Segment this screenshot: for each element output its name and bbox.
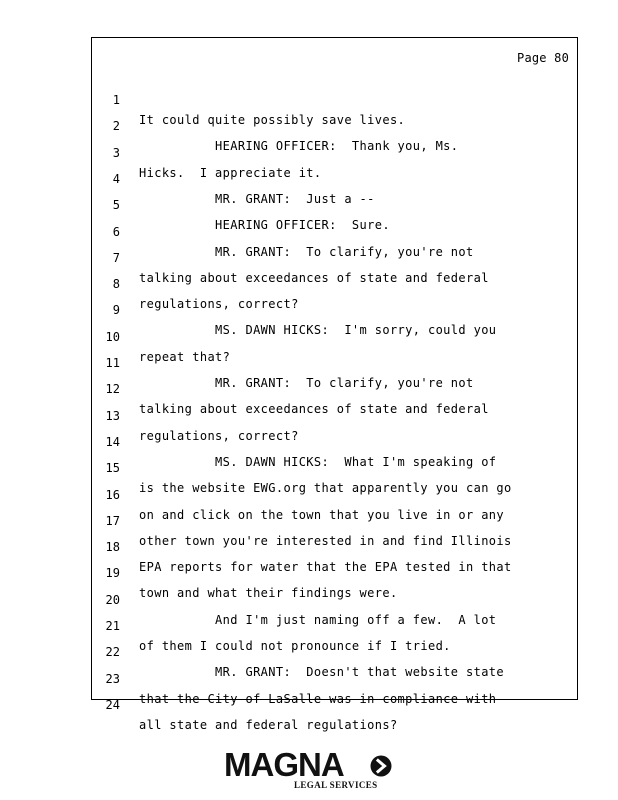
line-number: 5 (112, 198, 120, 213)
line-number: 19 (105, 566, 120, 581)
line-number: 9 (112, 303, 120, 318)
line-number: 20 (105, 592, 120, 607)
line-text: MS. DAWN HICKS: I'm sorry, could you (139, 323, 497, 338)
line-number: 8 (112, 277, 120, 292)
line-number: 14 (105, 434, 120, 449)
line-number: 10 (105, 329, 120, 344)
magna-logo (224, 747, 399, 792)
line-text: is the website EWG.org that apparently you can go (139, 481, 512, 496)
page-number: Page 80 (517, 51, 569, 65)
line-text: talking about exceedances of state and federal (139, 402, 489, 417)
line-text: on and click on the town that you live in or any (139, 507, 505, 522)
line-number: 18 (105, 540, 120, 555)
line-number: 3 (112, 145, 120, 160)
line-number: 17 (105, 513, 120, 528)
line-text: all state and federal regulations? (139, 717, 398, 732)
line-text: HEARING OFFICER: Thank you, Ms. (139, 139, 459, 154)
line-number: 22 (105, 645, 120, 660)
line-number: 4 (112, 171, 120, 186)
line-text: Hicks. I appreciate it. (139, 165, 322, 180)
line-text: It could quite possibly save lives. (139, 113, 406, 127)
logo-wordmark: MAGNA (224, 746, 344, 783)
line-number: 15 (105, 461, 120, 476)
line-number: 12 (105, 382, 120, 397)
chevron-right-circle-icon (370, 755, 392, 777)
line-text: other town you're interested in and find Illinois (139, 533, 512, 548)
line-text: regulations, correct? (139, 428, 299, 443)
line-number: 23 (105, 671, 120, 686)
line-text: that the City of LaSalle was in compliance with (139, 691, 497, 706)
line-text: And I'm just naming off a few. A lot (139, 612, 497, 627)
line-number: 6 (112, 224, 120, 239)
line-text: talking about exceedances of state and federal (139, 270, 489, 285)
line-number: 24 (105, 697, 120, 712)
line-text: MS. DAWN HICKS: What I'm speaking of (139, 454, 497, 469)
line-text: MR. GRANT: To clarify, you're not (139, 376, 474, 390)
line-text: MR. GRANT: Doesn't that website state (139, 665, 505, 680)
transcript-page (91, 37, 578, 732)
line-text: EPA reports for water that the EPA tested in that (139, 560, 512, 575)
line-text: of them I could not pronounce if I tried. (139, 639, 451, 653)
line-text: MR. GRANT: To clarify, you're not (139, 244, 474, 259)
line-number: 13 (105, 408, 120, 423)
line-text: regulations, correct? (139, 297, 299, 312)
line-number: 7 (112, 250, 120, 265)
line-text: town and what their findings were. (139, 586, 398, 601)
line-number: 21 (105, 619, 120, 633)
logo-subtitle: LEGAL SERVICES (294, 780, 378, 790)
line-text: HEARING OFFICER: Sure. (139, 218, 390, 233)
line-text: repeat that? (139, 349, 231, 364)
transcript-line (92, 70, 579, 127)
line-number: 11 (105, 356, 120, 370)
line-text: MR. GRANT: Just a -- (139, 191, 375, 206)
line-number: 1 (112, 93, 120, 107)
line-number: 16 (105, 487, 120, 502)
line-number: 2 (112, 119, 120, 134)
